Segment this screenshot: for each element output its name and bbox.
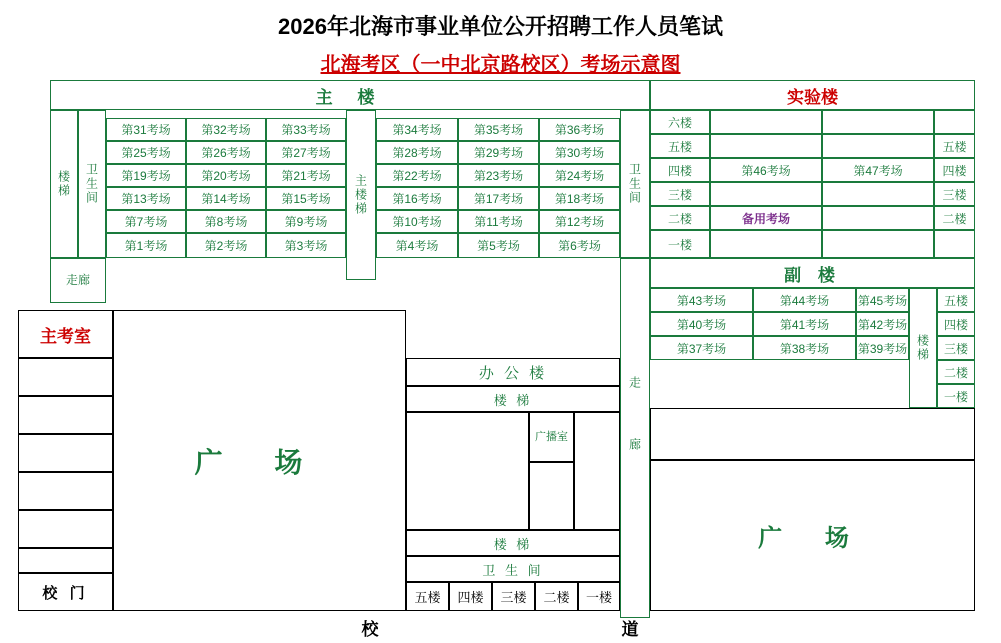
lab-floor-label-right-5: 五楼 [934,134,975,158]
toilet-label-right: 卫生间 [627,163,642,205]
exam-room-cell: 第20考场 [186,164,266,187]
exam-room-cell: 第7考场 [106,210,186,233]
exam-room-cell: 第1考场 [106,233,186,258]
exam-room-cell: 第24考场 [539,164,620,187]
lab-floor-label-right-3: 三楼 [934,182,975,206]
exam-room-cell: 第35考场 [458,118,539,141]
office-building-header [406,358,620,386]
lab-room-empty [822,134,934,158]
exam-room-cell: 第4考场 [376,233,458,258]
office-room-block-mid [529,462,574,530]
office-floor-label-2: 二楼 [535,582,578,611]
exam-room-cell: 第26考场 [186,141,266,164]
main-building-stairs-left [50,110,78,258]
exam-room-cell: 第29考场 [458,141,539,164]
exam-room-cell: 第41考场 [753,312,856,336]
exam-room-cell: 第32考场 [186,118,266,141]
chief-room-label: 主考室 [40,326,91,346]
exam-room-cell: 第34考场 [376,118,458,141]
lab-floor-label-4: 四楼 [650,158,710,182]
exam-room-cell: 第11考场 [458,210,539,233]
lab-floor-label-5: 五楼 [650,134,710,158]
plaza-label-left: 广 场 [194,446,325,478]
exam-room-cell: 第25考场 [106,141,186,164]
exam-room-cell: 第14考场 [186,187,266,210]
lab-floor-label-right-2: 二楼 [934,206,975,230]
exam-room-cell: 第16考场 [376,187,458,210]
school-road-right-label: 道 [621,619,639,639]
lab-floor-label-right-4: 四楼 [934,158,975,182]
lab-room-empty [822,182,934,206]
exam-room-cell: 第40考场 [650,312,753,336]
lab-room-empty [710,110,822,134]
exam-room-cell: 第23考场 [458,164,539,187]
main-building-corridor [50,258,106,303]
exam-room-cell: 第18考场 [539,187,620,210]
toilet-label-office: 卫 生 间 [482,562,544,578]
exam-room-cell: 第6考场 [539,233,620,258]
main-building-toilet-left [78,110,106,258]
lab-room-empty [710,230,822,258]
office-floor-label-4: 四楼 [449,582,492,611]
stairs-label-annex: 楼梯 [915,334,930,362]
plaza-left [113,310,406,611]
exam-room-cell: 第36考场 [539,118,620,141]
school-gate-label: 校 门 [42,584,89,602]
office-toilet [406,556,620,582]
corridor-label: 走廊 [65,272,90,287]
lab-building-label: 实验楼 [787,87,838,107]
exam-room-cell: 第28考场 [376,141,458,164]
office-building-label: 办 公 楼 [478,364,548,382]
office-stairs-top [406,386,620,412]
annex-stairs [909,288,937,408]
right-area-upper [650,408,975,460]
lab-room-empty [710,134,822,158]
broadcast-room-label: 广播室 [535,430,568,443]
lab-room-empty [822,230,934,258]
lab-floor-label-6: 六楼 [650,110,710,134]
exam-room-cell: 第37考场 [650,336,753,360]
office-stairs-bottom [406,530,620,556]
annex-floor-label-2: 二楼 [937,360,975,384]
exam-room-cell: 第27考场 [266,141,346,164]
exam-room-cell: 第3考场 [266,233,346,258]
main-building-toilet-right [620,110,650,258]
exam-room-cell: 第46考场 [710,158,822,182]
exam-room-cell: 第2考场 [186,233,266,258]
office-floor-label-1: 一楼 [578,582,620,611]
school-gate [18,573,113,611]
exam-room-cell: 第33考场 [266,118,346,141]
lab-floor-label-2: 二楼 [650,206,710,230]
lab-room-empty [822,110,934,134]
school-road-left-label: 校 [361,619,379,639]
exam-room-cell: 第12考场 [539,210,620,233]
exam-room-cell: 第30考场 [539,141,620,164]
stairs-label-office-bottom: 楼 梯 [493,536,533,552]
left-block-4 [18,472,113,510]
exam-room-cell: 第47考场 [822,158,934,182]
lab-floor-label-3: 三楼 [650,182,710,206]
exam-room-cell: 第5考场 [458,233,539,258]
lab-floor-label-1: 一楼 [650,230,710,258]
office-room-block-right [574,412,620,530]
page-title-line2: 北海考区（一中北京路校区）考场示意图 [320,54,681,76]
main-building-center-stairs [346,110,376,280]
lab-room-empty [822,206,934,230]
stairs-label-office-top: 楼 梯 [493,392,533,408]
exam-room-cell: 第43考场 [650,288,753,312]
left-block-2 [18,396,113,434]
exam-room-cell: 第8考场 [186,210,266,233]
left-block-5 [18,510,113,548]
annex-floor-label-4: 四楼 [937,312,975,336]
toilet-label: 卫生间 [84,163,99,205]
office-room-block-left [406,412,529,530]
lab-room-empty [710,182,822,206]
exam-room-cell: 第45考场 [856,288,909,312]
corridor-label-right: 走廊 [627,376,642,500]
exam-room-cell: 第38考场 [753,336,856,360]
stairs-label: 楼梯 [56,170,71,198]
exam-room-cell: 第44考场 [753,288,856,312]
lab-floor-label-right-6 [934,110,975,134]
plaza-right [650,460,975,611]
annex-floor-label-5: 五楼 [937,288,975,312]
exam-room-cell: 第13考场 [106,187,186,210]
left-block-6 [18,548,113,573]
exam-room-cell: 第19考场 [106,164,186,187]
spare-exam-room: 备用考场 [710,206,822,230]
exam-room-cell: 第42考场 [856,312,909,336]
annex-floor-label-1: 一楼 [937,384,975,408]
right-corridor [620,258,650,618]
page-title-line1: 2026年北海市事业单位公开招聘工作人员笔试 [278,14,723,39]
exam-room-cell: 第9考场 [266,210,346,233]
exam-room-cell: 第17考场 [458,187,539,210]
chief-examiner-room [18,310,113,358]
exam-room-cell: 第31考场 [106,118,186,141]
exam-room-cell: 第10考场 [376,210,458,233]
main-stairs-label: 主楼梯 [353,174,368,216]
main-building-label: 主 楼 [315,87,385,107]
lab-floor-label-right-1 [934,230,975,258]
plaza-label-right: 广 场 [758,525,867,552]
annex-floor-label-3: 三楼 [937,336,975,360]
office-floor-label-5: 五楼 [406,582,449,611]
annex-building-header [650,258,975,288]
left-block-1 [18,358,113,396]
broadcast-room [529,412,574,462]
left-block-3 [18,434,113,472]
exam-room-cell: 第39考场 [856,336,909,360]
exam-room-cell: 第21考场 [266,164,346,187]
office-floor-label-3: 三楼 [492,582,535,611]
exam-room-cell: 第15考场 [266,187,346,210]
exam-room-cell: 第22考场 [376,164,458,187]
annex-building-label: 副 楼 [784,265,841,285]
